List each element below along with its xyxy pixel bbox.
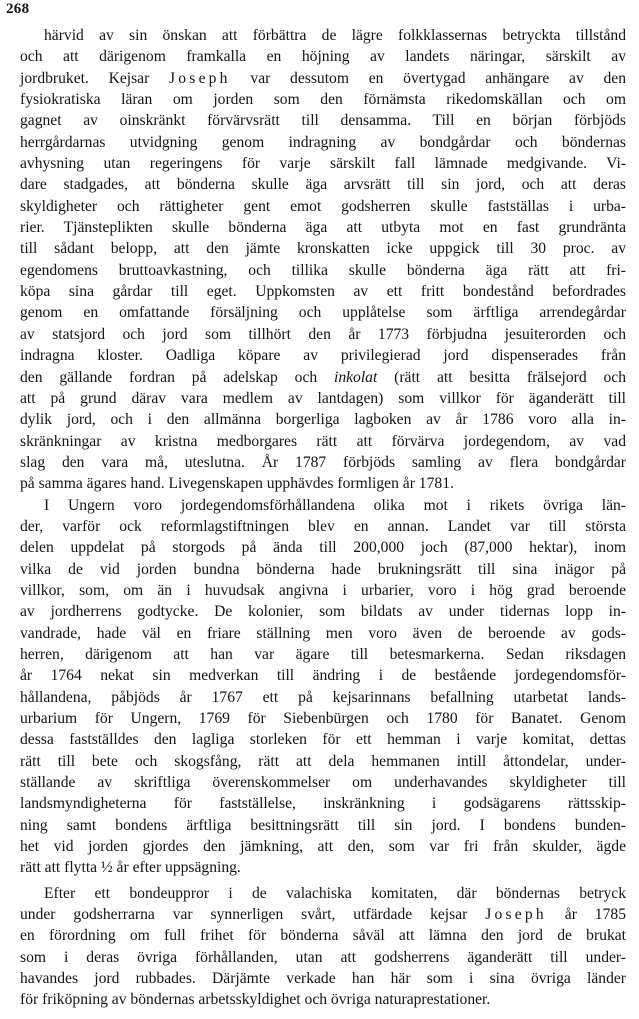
text-line: rätt att flytta ½ år efter uppsägning. bbox=[20, 859, 241, 877]
body-text bbox=[20, 25, 626, 1011]
paragraph bbox=[20, 883, 626, 1011]
paragraph bbox=[20, 25, 626, 495]
text-line: het vid jorden gjordes den jämkning, att den, som var fri från skulder, ägde bbox=[20, 838, 626, 856]
text-line: delen uppdelat på storgods på ända till 200,000 joch (87,000 hektar), inom bbox=[20, 539, 626, 557]
text-line: dare stadgades, att bönderna skulle äga arvsrätt till sin jord, och att deras bbox=[20, 176, 626, 194]
text-line: dylik jord, och i den allmänna borgerliga lagboken av år 1786 voro alla in- bbox=[20, 411, 626, 429]
text-line: av jordherrens godtycke. De kolonier, som bildats av under tidernas lopp in- bbox=[20, 603, 626, 621]
text-line: vandrade, hade väl en friare ställning men voro även de beroende av gods- bbox=[20, 624, 626, 642]
text-line: den gällande fordran på adelskap och inkolat (rätt att besitta frälsejord och bbox=[20, 368, 626, 386]
text-line: år 1764 nekat sin medverkan till ändring i de bestående jordegendomsför- bbox=[20, 667, 626, 685]
text-line: villkor, som, om än i huvudsak angivna i urbarier, voro i hög grad beroende bbox=[20, 581, 626, 599]
text-line: rier. Tjänsteplikten skulle bönderna äga att utbyta mot en fast grundränta bbox=[20, 219, 626, 237]
text-line: havandes jord rubbades. Därjämte verkade han här som i sina övriga länder bbox=[20, 970, 626, 988]
text-line: fysiokratiska läran om jorden som den förnämsta rikedomskällan och om bbox=[20, 91, 626, 109]
text-line: en förordning om full frihet för bönderna såväl att lämna den jord de brukat bbox=[20, 927, 626, 945]
text-line: köpa sina gårdar till eget. Uppkomsten av ett fritt bondestånd befordrades bbox=[20, 283, 626, 301]
text-line: urbarium för Ungern, 1769 för Siebenbürgen och 1780 för Banatet. Genom bbox=[20, 710, 626, 727]
text-line: vilka de vid jorden bundna bönderna hade brukningsrätt till sina inägor på bbox=[20, 560, 626, 578]
text-line: egendomens bruttoavkastning, och tillika skulle bönderna äga rätt att fri- bbox=[20, 261, 626, 279]
text-line: för friköpning av böndernas arbetsskyldighet och övriga naturaprestationer. bbox=[20, 991, 491, 1009]
text-line: som i deras övriga förhållanden, utan att godsherrens äganderätt till under- bbox=[20, 948, 626, 966]
italic-term: inkolat bbox=[334, 368, 378, 386]
text-line: slag den vara må, uteslutna. År 1787 förbjöds samling av flera bondgårdar bbox=[20, 453, 626, 471]
text-line: skränkningar av kristna medborgares rätt att förvärva jordegendom, av vad bbox=[20, 432, 626, 450]
text-line: der, varför ock reformlagstiftningen blev en annan. Landet var till största bbox=[20, 517, 626, 535]
text-line: Efter ett bondeuppror i de valachiska komitaten, där böndernas betryck bbox=[44, 884, 626, 902]
text-line: jordbruket. Kejsar Joseph var dessutom en övertygad anhängare av den bbox=[20, 69, 627, 87]
text-line: gagnet av oinskränkt förvärvsrätt till densamma. Till en början förbjöds bbox=[20, 112, 626, 130]
text-line: genom en omfattande försäljning och upplåtelse som ärftliga arrendegårdar bbox=[20, 304, 626, 322]
text-line: härvid av sin önskan att förbättra de lägre folkklassernas betryckta tillstånd bbox=[44, 27, 626, 44]
emphasized-name: Joseph bbox=[485, 906, 547, 924]
text-line: att på grund därav vara medlem av lantdagen) som villkor för äganderätt till bbox=[20, 389, 626, 407]
text-line: landsmyndigheterna för fastställelse, inskränkning i godsägarens rättsskip- bbox=[20, 795, 626, 813]
paragraph bbox=[20, 495, 626, 879]
page-number: 268 bbox=[6, 1, 30, 17]
text-line: under godsherrarna var synnerligen svårt, utfärdade kejsar Joseph år 1785 bbox=[20, 906, 626, 924]
text-line: hållandena, påbjöds år 1767 ett på kejsarinnans befallning utarbetat lands- bbox=[20, 688, 626, 706]
text-line: rätt till bete och skogsfång, rätt att dela hemmanen intill åttondelar, under- bbox=[20, 752, 626, 770]
text-line: skyldigheter och rättigheter gent emot godsherren skulle fastställas i urba- bbox=[20, 197, 626, 215]
text-line: till sådant belopp, att den jämte kronskatten icke uppgick till 30 proc. av bbox=[20, 240, 626, 258]
text-line: dessa fastställdes den lagliga storleken för ett hemman i varje komitat, dettas bbox=[20, 731, 626, 749]
text-line: I Ungern voro jordegendomsförhållandena olika mot i rikets övriga län- bbox=[44, 496, 626, 514]
emphasized-name: Joseph bbox=[169, 69, 231, 87]
text-line: av statsjord och jord som tillhört den år 1773 förbjudna jesuiterorden och bbox=[20, 325, 626, 343]
text-line: på samma ägares hand. Livegenskapen upphävdes formligen år 1781. bbox=[20, 475, 454, 493]
text-line: herrgårdarnas utvidgning genom indragning av bondgårdar och böndernas bbox=[20, 133, 626, 151]
text-line: herren, därigenom att han var ägare till betesmarkerna. Sedan riksdagen bbox=[20, 645, 626, 663]
text-line: ning samt bondens ärftliga besittningsrätt till sin jord. I bondens bunden- bbox=[20, 816, 626, 834]
text-line: ställande av skriftliga överenskommelser om underhavandes skyldigheter till bbox=[20, 774, 626, 792]
text-line: avhysning utan regeringens för varje särskilt fall lämnade medgivande. Vi- bbox=[20, 155, 626, 173]
text-line: och att därigenom framkalla en höjning av landets näringar, särskilt av bbox=[20, 48, 626, 66]
text-line: indragna kloster. Oadliga köpare av privilegierad jord dispenserades från bbox=[20, 347, 626, 365]
